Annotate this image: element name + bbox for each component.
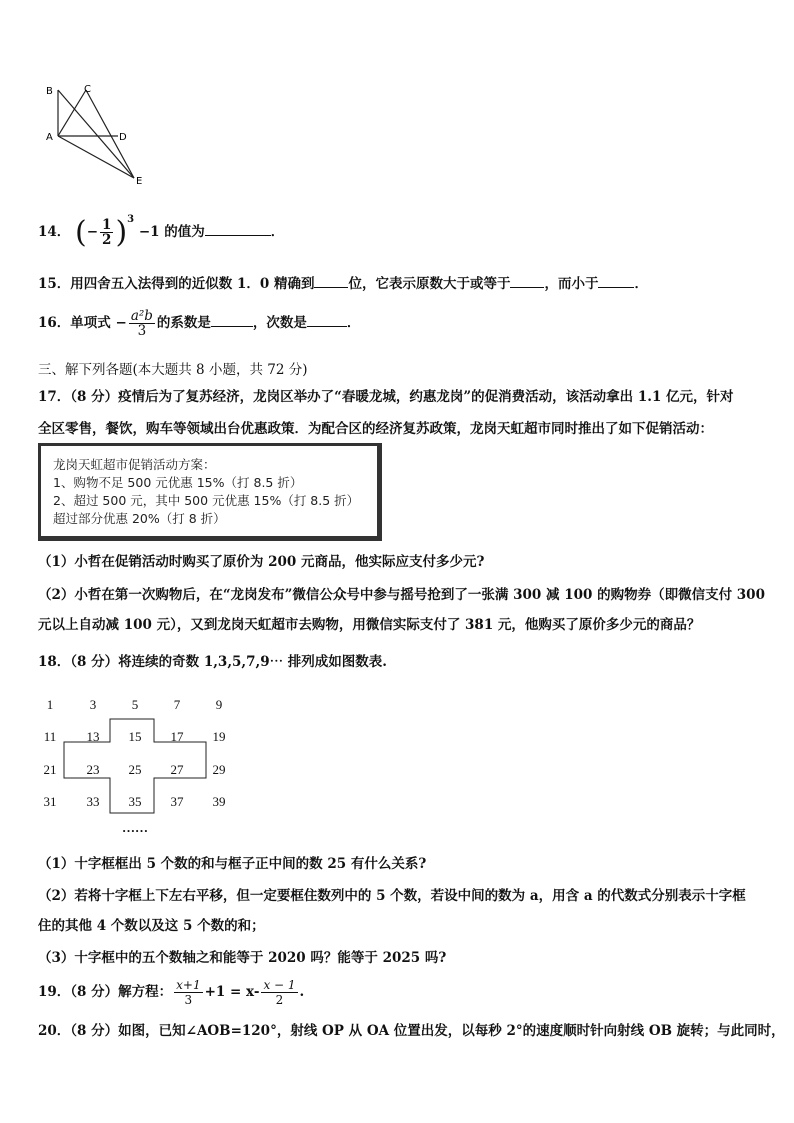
question-17-sub-2b: 元以上自动减 100 元），又到龙岗天虹超市去购物，用微信实际支付了 381 元，他购买了原价多少元的商品？ — [38, 617, 701, 633]
q14-fraction: $\frac{1}{2}$ — [102, 217, 112, 248]
table-cell: 17 — [170, 729, 184, 744]
table-cell: 39 — [212, 794, 226, 809]
q19-fraction-1: $\frac{x+1}{3}$ — [176, 978, 201, 1007]
table-cell: 13 — [86, 729, 100, 744]
table-cell: 35 — [128, 794, 142, 809]
label-a: A — [46, 132, 53, 143]
table-cell: 37 — [170, 794, 184, 809]
label-c: C — [84, 84, 91, 95]
table-cell: 25 — [128, 762, 142, 777]
promo-rule-3: 超过部分优惠 20%（打 8 折） — [53, 511, 226, 526]
odd-number-table — [30, 690, 250, 840]
q14-number: 14． — [38, 224, 71, 240]
q16-fraction: $\frac{\text{a²b}}{3}$ — [130, 308, 153, 339]
question-20: 20．（8 分）如图，已知∠AOB=120°，射线 OP 从 OA 位置出发，以每秒 2°的速度顺时针向射线 OB 旋转；与此同时， — [38, 1023, 785, 1039]
table-cell: 29 — [212, 762, 226, 777]
promo-title: 龙岗天虹超市促销活动方案： — [53, 457, 216, 472]
promo-rule-2: 2、超过 500 元，其中 500 元优惠 15%（打 8.5 折） — [53, 493, 360, 508]
answer-blank[interactable] — [314, 287, 348, 288]
label-b: B — [46, 86, 53, 97]
table-cell: 21 — [43, 762, 57, 777]
question-15: 15．用四舍五入法得到的近似数 1．0 精确到 位，它表示原数大于或等于 ，而小于 ． — [38, 276, 648, 292]
question-17-line-2: 全区零售，餐饮，购车等领域出台优惠政策．为配合区的经济复苏政策，龙岗天虹超市同时推出了如下促销活动： — [38, 421, 713, 437]
promotion-box — [38, 443, 382, 541]
question-19: 19．（8 分）解方程： $\frac{x+1}{3}$ +1 = x- $\frac{x - 1}{2}$ . — [38, 978, 305, 1007]
table-cell: 33 — [86, 794, 100, 809]
table-cell: 11 — [43, 729, 57, 744]
question-16: 16．单项式 − $\frac{\text{a²b}}{3}$ 的系数是 ，次数是 ． — [38, 308, 361, 339]
geometry-figure — [34, 82, 154, 192]
section-heading: 三、解下列各题(本大题共 8 小题，共 72 分) — [38, 362, 308, 378]
table-cell: 19 — [212, 729, 226, 744]
answer-blank[interactable] — [598, 287, 634, 288]
promo-rule-1: 1、购物不足 500 元优惠 15%（打 8.5 折） — [53, 475, 303, 490]
q14-exponent: 3 — [127, 214, 135, 225]
table-cell: 31 — [43, 794, 57, 809]
right-paren: ) — [115, 214, 128, 250]
table-cell: 5 — [131, 697, 139, 712]
answer-blank[interactable] — [211, 326, 253, 327]
answer-blank[interactable] — [307, 326, 347, 327]
table-cell: 1 — [46, 697, 54, 712]
label-d: D — [119, 132, 127, 143]
answer-blank[interactable] — [510, 287, 544, 288]
q19-fraction-2: $\frac{x - 1}{2}$ — [263, 978, 296, 1007]
table-cell: 3 — [89, 697, 97, 712]
label-e: E — [136, 176, 143, 187]
table-cell: 7 — [173, 697, 181, 712]
question-14: 14． (− $\frac{1}{2}$ )$^3$ −1 的值为 ． — [38, 214, 285, 250]
question-18-sub-1: （1）十字框框出 5 个数的和与框子正中间的数 25 有什么关系? — [38, 856, 427, 872]
table-cell: 15 — [128, 729, 142, 744]
question-18-intro: 18．（8 分）将连续的奇数 1,3,5,7,9⋯ 排列成如图数表. — [38, 654, 387, 670]
table-cell: 23 — [86, 762, 100, 777]
table-cell: 27 — [170, 762, 184, 777]
question-18-sub-3: （3）十字框中的五个数轴之和能等于 2020 吗？能等于 2025 吗? — [38, 950, 447, 966]
question-17-line-1: 17．（8 分）疫情后为了复苏经济，龙岗区举办了“春暖龙城，约惠龙岗”的促消费活动，该活动拿出 1.1 亿元，针对 — [38, 389, 734, 405]
question-17-sub-2a: （2）小哲在第一次购物后，在“龙岗发布”微信公众号中参与摇号抢到了一张满 300 减 100 的购物券（即微信支付 300 — [38, 587, 765, 603]
question-18-sub-2a: （2）若将十字框上下左右平移，但一定要框住数列中的 5 个数，若设中间的数为 a，用含 a 的代数式分别表示十字框 — [38, 888, 746, 904]
table-cell: 9 — [215, 697, 223, 712]
answer-blank[interactable] — [205, 235, 271, 236]
question-17-sub-1: （1）小哲在促销活动时购买了原价为 200 元商品，他实际应支付多少元? — [38, 554, 485, 570]
left-paren: ( — [75, 214, 87, 250]
question-18-sub-2b: 住的其他 4 个数以及这 5 个数的和； — [38, 918, 265, 934]
table-ellipsis: …… — [122, 820, 148, 835]
